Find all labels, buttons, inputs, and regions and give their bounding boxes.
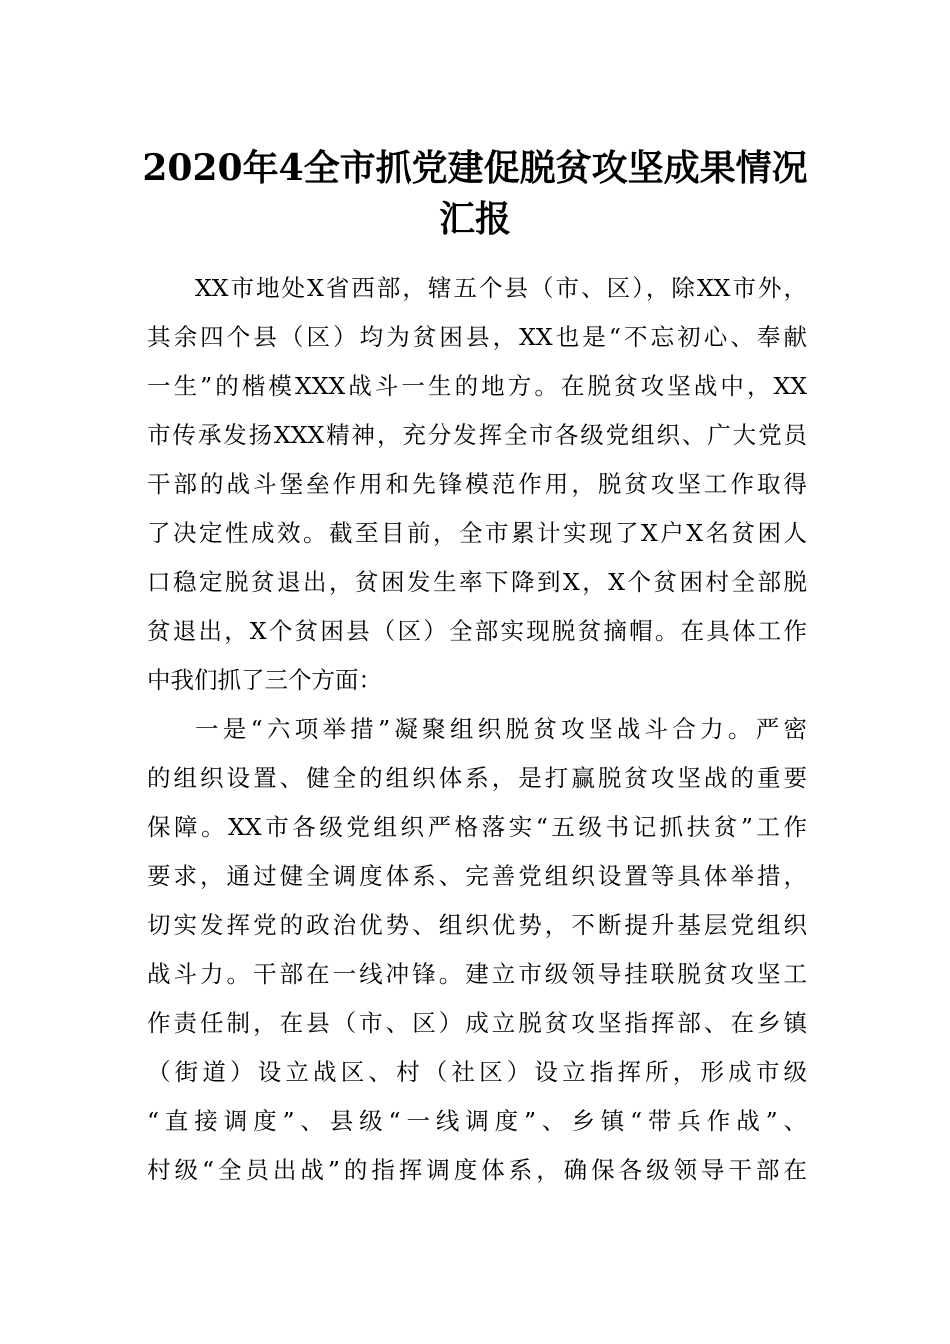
paragraph-line: 战斗力。干部在一线冲锋。建立市级领导挂联脱贫攻坚工 [147, 960, 807, 988]
paragraph-line: 了决定性成效。截至目前，全市累计实现了X户X名贫困人 [147, 519, 807, 547]
paragraph-line: 切实发挥党的政治优势、组织优势，不断提升基层党组织 [147, 911, 807, 939]
paragraph-line: 的组织设置、健全的组织体系，是打赢脱贫攻坚战的重要 [147, 764, 807, 792]
paragraph-line: 贫退出，X个贫困县（区）全部实现脱贫摘帽。在具体工作 [147, 617, 807, 645]
paragraph-line: 口稳定脱贫退出，贫困发生率下降到X，X个贫困村全部脱 [147, 568, 807, 596]
paragraph-line: 要求，通过健全调度体系、完善党组织设置等具体举措， [147, 862, 807, 890]
paragraph-line: XX市地处X省西部，辖五个县（市、区），除XX市外， [195, 274, 807, 302]
paragraph-line: 市传承发扬XXX精神，充分发挥全市各级党组织、广大党员 [147, 421, 807, 449]
paragraph-line: （街道）设立战区、村（社区）设立指挥所，形成市级 [147, 1058, 807, 1086]
paragraph-line: 村级“全员出战”的指挥调度体系，确保各级领导干部在 [147, 1156, 807, 1184]
paragraph-line: 作责任制，在县（市、区）成立脱贫攻坚指挥部、在乡镇 [147, 1009, 807, 1037]
paragraph-line: 干部的战斗堡垒作用和先锋模范作用，脱贫攻坚工作取得 [147, 470, 807, 498]
paragraph-line: 其余四个县（区）均为贫困县，XX也是“不忘初心、奉献 [147, 323, 807, 351]
paragraph-line: “直接调度”、县级“一线调度”、乡镇“带兵作战”、 [147, 1107, 807, 1135]
document-title-line-1: 2020年4全市抓党建促脱贫攻坚成果情况 [142, 147, 808, 189]
document-title-line-2: 汇报 [438, 198, 511, 240]
paragraph-line: 保障。XX市各级党组织严格落实“五级书记抓扶贫”工作 [147, 813, 807, 841]
paragraph-line: 一生”的楷模XXX战斗一生的地方。在脱贫攻坚战中，XX [147, 372, 807, 400]
paragraph-line: 中我们抓了三个方面： [147, 666, 382, 694]
paragraph-line: 一是“六项举措”凝聚组织脱贫攻坚战斗合力。严密 [195, 715, 807, 743]
